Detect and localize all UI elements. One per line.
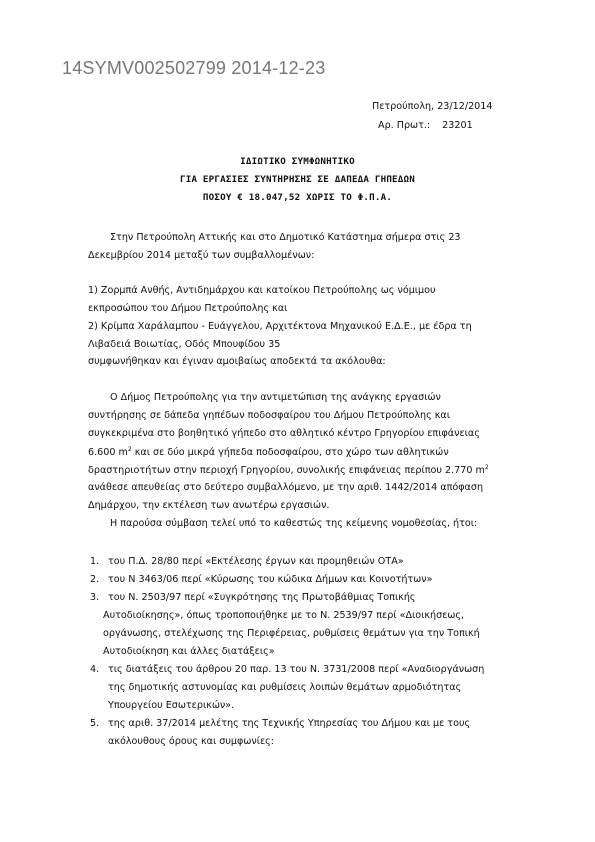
document-amount: ΠΟΣΟΥ € 18.047,52 ΧΩΡΙΣ ΤΟ Φ.Π.Α. — [202, 192, 393, 203]
legislation-item-3-cont: Αυτοδιοίκηση και άλλες διατάξεις» — [103, 646, 275, 657]
legislation-number: 5. — [90, 718, 100, 729]
document-title: ΙΔΙΩΤΙΚΟ ΣΥΜΦΩΝΗΤΙΚΟ — [240, 156, 355, 167]
intro-line-1: Στην Πετρούπολη Αττικής και στο Δημοτικό Κατάστημα σήμερα στις 23 — [110, 232, 461, 243]
legislation-item-5: της αριθ. 37/2014 μελέτης της Τεχνικής Υπηρεσίας του Δήμου και με τους — [108, 718, 471, 729]
legislation-number: 3. — [90, 592, 100, 603]
legislation-number: 4. — [90, 664, 100, 675]
legislation-item-5-cont: ακόλουθους όρους και συμφωνίες: — [108, 736, 275, 747]
body-line-2: συντήρησης σε δάπεδα γηπέδων ποδοσφαίρου του Δήμου Πετρούπολης και — [88, 410, 450, 421]
body-line-1: Ο Δήμος Πετρούπολης για την αντιμετώπιση της ανάγκης εργασιών — [110, 392, 441, 403]
body-line-5 — [88, 464, 489, 476]
legislation-item-3: του Ν. 2503/97 περί «Συγκρότησης της Πρωτοβάθμιας Τοπικής — [108, 592, 416, 603]
document-id-watermark: 14SYMV002502799 2014-12-23 — [62, 58, 326, 78]
legislation-item-3-cont: οργάνωσης, στελέχωσης της Περιφέρειας, ρυθμίσεις θεμάτων για την Τοπική — [103, 628, 480, 639]
legislation-number: 1. — [90, 556, 100, 567]
area-unit-sup-2: 2 — [484, 464, 489, 471]
agreement-line: συμφωνήθηκαν και έγιναν αμοιβαίως αποδεκτά τα ακόλουθα: — [88, 356, 386, 367]
body-line-7: Δημάρχου, την εκτέλεση των ανωτέρω εργασιών. — [88, 500, 330, 511]
legislation-item-3-cont: Αυτοδιοίκησης», όπως τροποποιήθηκε με το Ν. 2539/97 περί «Διοικήσεως, — [103, 610, 465, 621]
document-subtitle: ΓΙΑ ΕΡΓΑΣΙΕΣ ΣΥΝΤΗΡΗΣΗΣ ΣΕ ΔΑΠΕΔΑ ΓΗΠΕΔΩΝ — [180, 174, 415, 185]
legislation-item-4-cont: της δημοτικής αστυνομίας και ρυθμίσεις λοιπών θεμάτων αρμοδιότητας — [108, 682, 462, 693]
legislation-item-4-cont: Υπουργείου Εσωτερικών». — [108, 700, 235, 711]
legislation-item-1: του Π.Δ. 28/80 περί «Εκτέλεσης έργων και προμηθειών ΟΤΑ» — [108, 556, 404, 567]
legislation-number: 2. — [90, 574, 100, 585]
party-2-line-1: 2) Κρίμπα Χαράλαμπου - Ευάγγελου, Αρχιτέκτονα Μηχανικού Ε.Δ.Ε., με έδρα τη — [88, 321, 472, 332]
place-date: Πετρούπολη, 23/12/2014 — [372, 101, 493, 112]
protocol-label: Αρ. Πρωτ.: — [378, 120, 431, 131]
legislation-item-4: τις διατάξεις του άρθρου 20 παρ. 13 του Ν. 3731/2008 περί «Αναδιοργάνωση — [108, 664, 485, 675]
party-1-line-2: εκπροσώπου του Δήμου Πετρούπολης και — [88, 303, 288, 314]
legislation-item-2: του Ν 3463/06 περί «Κύρωσης του κώδικα Δήμων και Κοινοτήτων» — [108, 574, 433, 585]
area-value-2: δραστηριοτήτων στην περιοχή Γρηγορίου, συνολικής επιφάνειας περίπου 2.770 m — [88, 465, 485, 477]
area-value-1: 6.600 m — [88, 447, 128, 459]
body-line-4 — [88, 446, 449, 458]
protocol-number — [378, 120, 473, 131]
area-unit-sup-1: 2 — [127, 446, 132, 453]
intro-line-2: Δεκεμβρίου 2014 μεταξύ των συμβαλλομένων: — [88, 250, 315, 261]
body-line-4-rest: και σε δύο μικρά γήπεδα ποδοσφαίρου, στο χώρο των αθλητικών — [131, 447, 449, 459]
party-2-line-2: Λιβαδειά Βοιωτίας, Οδός Μπουφίδου 35 — [88, 339, 281, 350]
party-1-line-1: 1) Ζορμπά Ανθής, Αντιδημάρχου και κατοίκου Πετρούπολης ως νόμιμου — [88, 285, 436, 296]
protocol-value: 23201 — [442, 120, 473, 131]
body-line-8: Η παρούσα σύμβαση τελεί υπό το καθεστώς της κείμενης νομοθεσίας, ήτοι: — [110, 518, 478, 529]
body-line-3: συγκεκριμένα στο βοηθητικό γήπεδο στο αθλητικό κέντρο Γρηγορίου επιφάνειας — [88, 428, 480, 439]
body-line-6: ανάθεσε απευθείας στο δεύτερο συμβαλλόμενο, με την αριθ. 1442/2014 απόφαση — [88, 482, 484, 493]
